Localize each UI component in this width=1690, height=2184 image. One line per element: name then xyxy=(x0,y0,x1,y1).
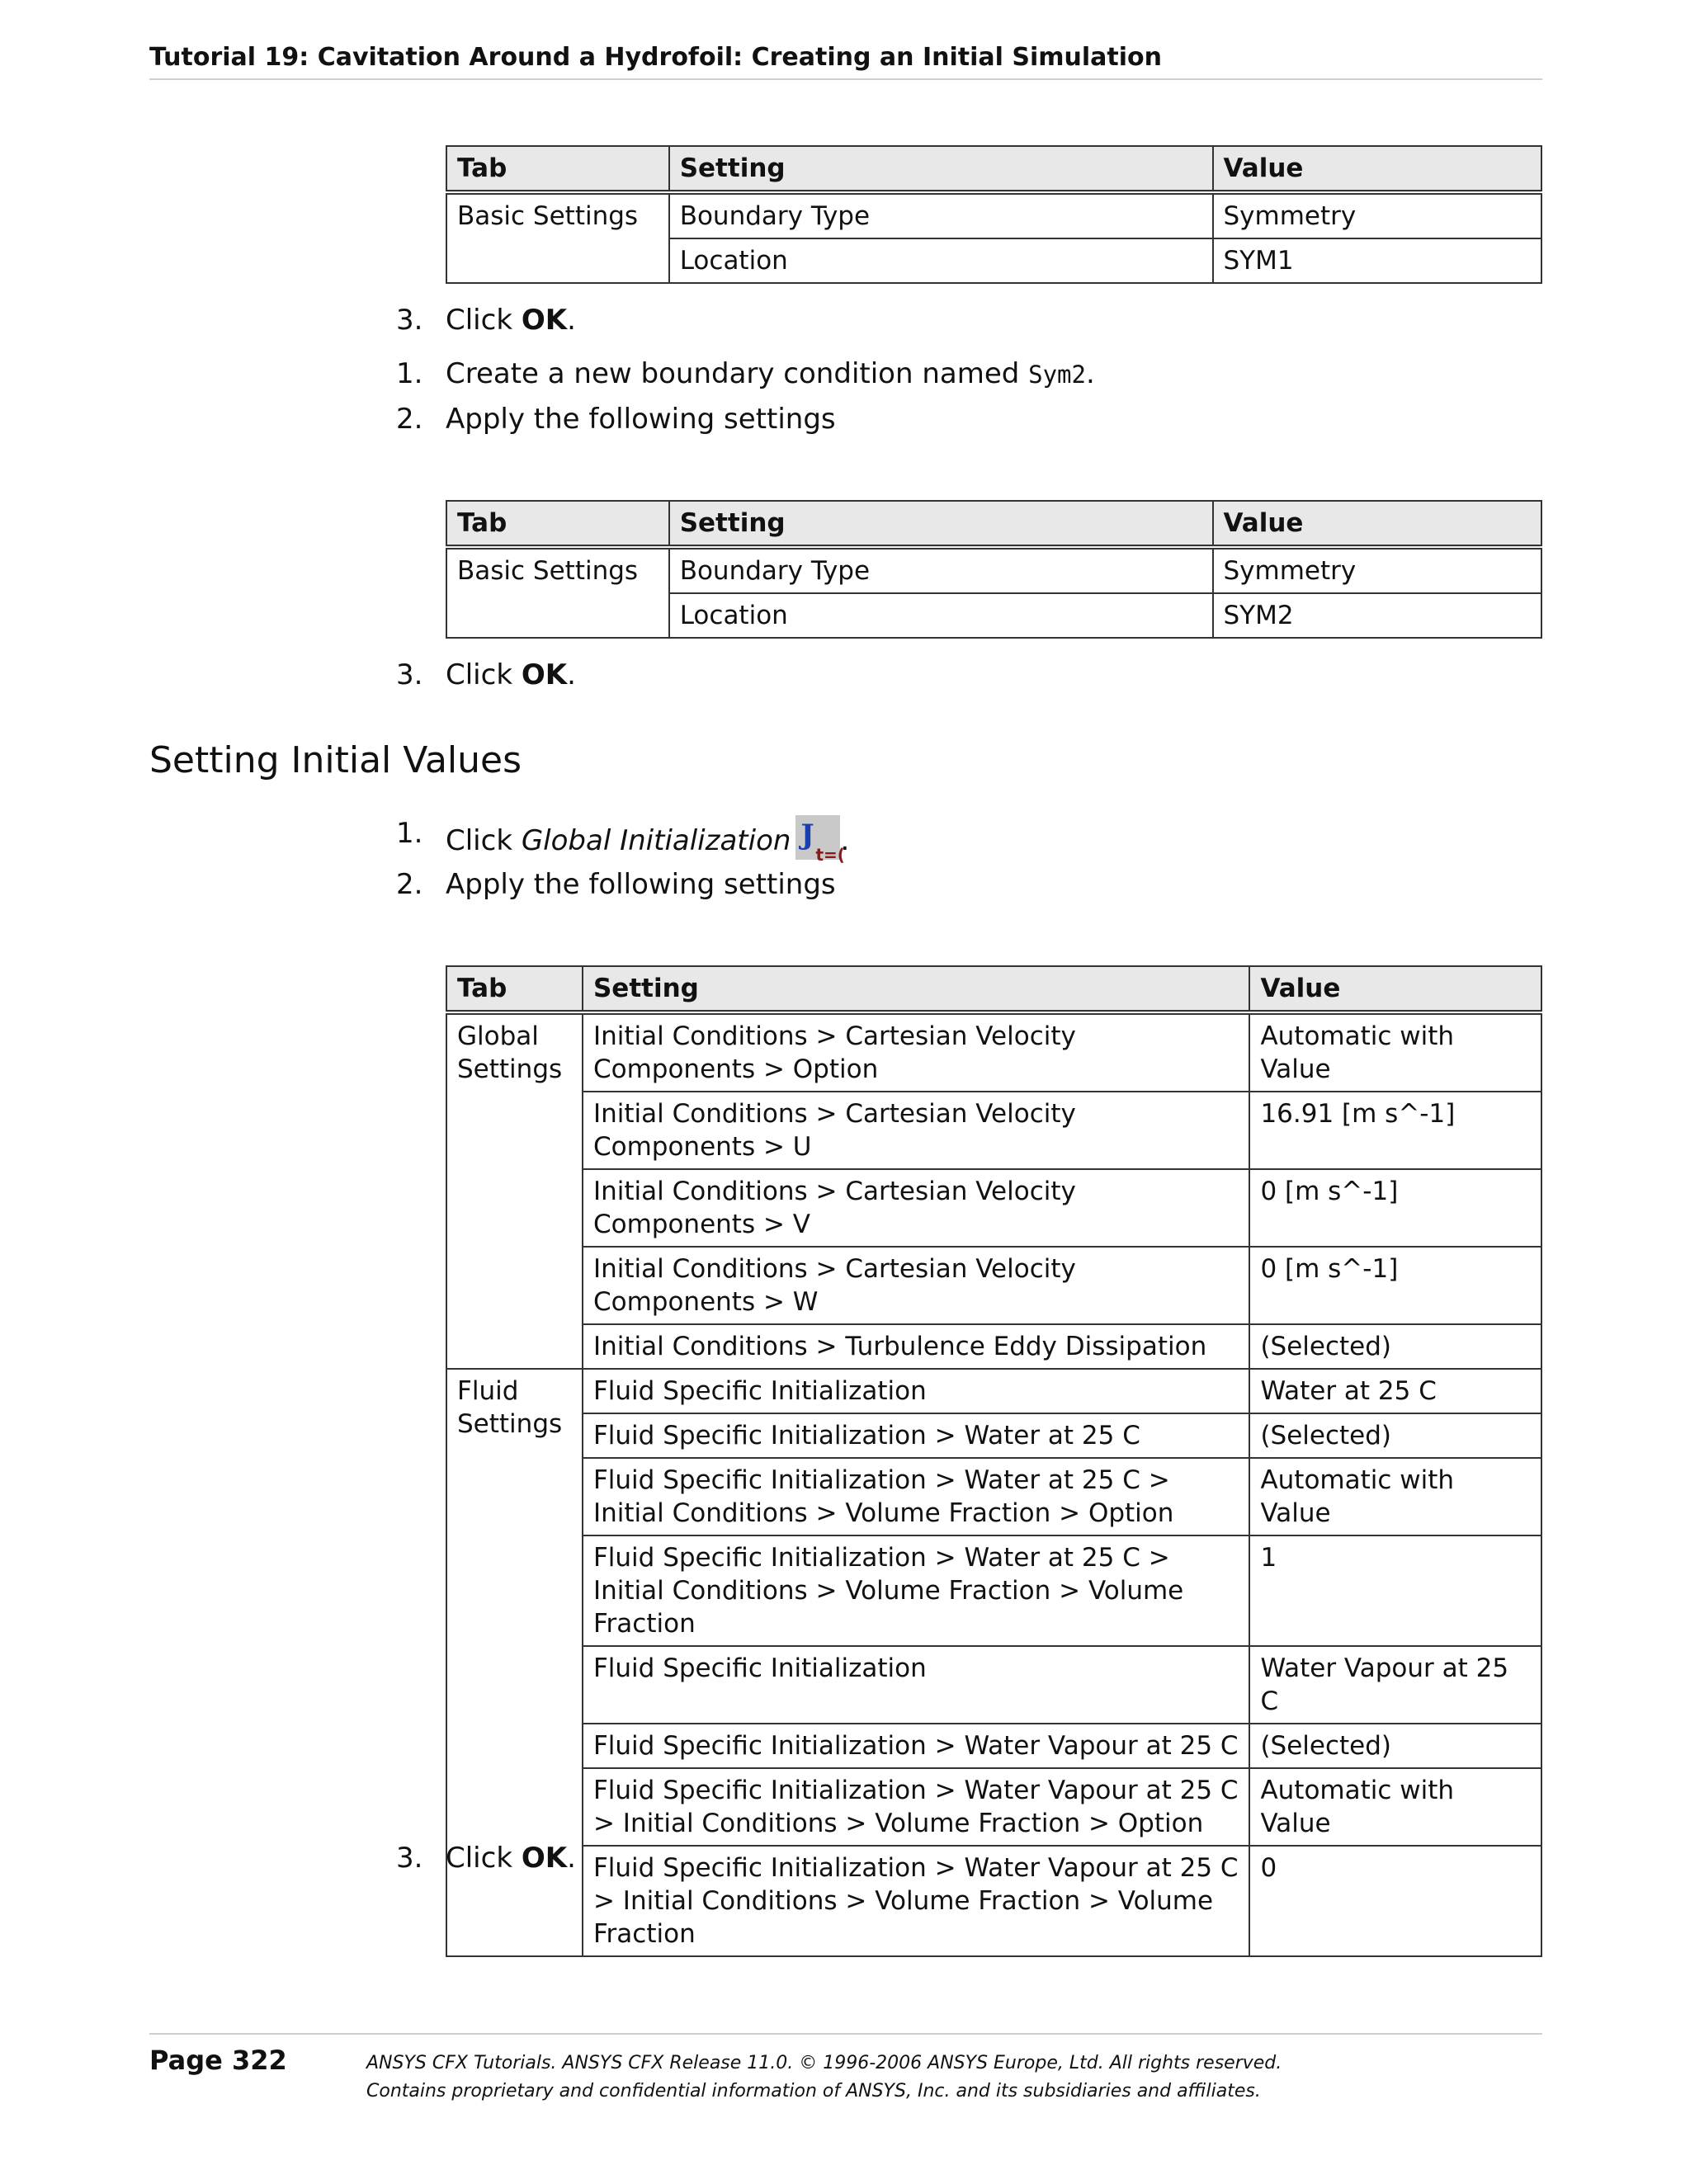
step-text xyxy=(446,815,850,865)
setting-cell: Location xyxy=(669,238,1213,283)
icon-glyph-main: J xyxy=(800,818,814,851)
step-number: 3. xyxy=(396,658,423,691)
table-header-row xyxy=(446,146,1541,192)
table-row xyxy=(446,1413,1541,1458)
table-row xyxy=(446,1369,1541,1413)
column-header-tab: Tab xyxy=(446,966,583,1012)
table-row xyxy=(446,192,1541,238)
global-initialization-label: Global Initialization xyxy=(521,824,791,857)
setting-cell: Boundary Type xyxy=(669,547,1213,593)
column-header-value: Value xyxy=(1213,501,1542,547)
initialization-settings-table xyxy=(446,965,1542,1957)
value-cell: Automatic with Value xyxy=(1249,1012,1541,1092)
step-number: 3. xyxy=(396,1842,423,1875)
tab-cell: Basic Settings xyxy=(446,192,669,283)
section-heading: Setting Initial Values xyxy=(149,739,522,781)
step-text xyxy=(446,356,1095,393)
setting-cell: Fluid Specific Initialization > Water Vapour at 25 C xyxy=(583,1724,1249,1768)
table-row xyxy=(446,1535,1541,1646)
step-text-prefix: Click xyxy=(446,1842,522,1875)
table-row xyxy=(446,1092,1541,1169)
ok-label: OK xyxy=(521,658,568,691)
table-row xyxy=(446,1324,1541,1369)
setting-cell: Fluid Specific Initialization > Water Vapour at 25 C > Initial Conditions > Volume Fraction > Volume Fraction xyxy=(583,1846,1249,1956)
table-row xyxy=(446,1458,1541,1535)
step-number: 1. xyxy=(396,357,423,390)
column-header-value: Value xyxy=(1213,146,1542,192)
tab-cell-global: Global Settings xyxy=(446,1012,583,1369)
value-cell: (Selected) xyxy=(1249,1413,1541,1458)
column-header-setting: Setting xyxy=(669,501,1213,547)
table-row xyxy=(446,547,1541,593)
value-cell: (Selected) xyxy=(1249,1724,1541,1768)
column-header-tab: Tab xyxy=(446,146,669,192)
table-row xyxy=(446,1012,1541,1092)
table-row xyxy=(446,1724,1541,1768)
step-text-prefix: Click xyxy=(446,304,522,337)
step-number: 1. xyxy=(396,817,423,850)
icon-glyph-sub: t=( xyxy=(815,845,845,865)
step-text-suffix: . xyxy=(1085,357,1095,390)
tab-cell: Basic Settings xyxy=(446,547,669,638)
table-header-row xyxy=(446,966,1541,1012)
boundary-name-code: Sym2 xyxy=(1028,361,1086,389)
value-cell: Water Vapour at 25 C xyxy=(1249,1646,1541,1724)
value-cell: 16.91 [m s^-1] xyxy=(1249,1092,1541,1169)
setting-cell: Initial Conditions > Cartesian Velocity Components > Option xyxy=(583,1012,1249,1092)
step-text-suffix: . xyxy=(567,1842,576,1875)
step-text: Apply the following settings xyxy=(446,403,836,436)
setting-cell: Initial Conditions > Turbulence Eddy Dissipation xyxy=(583,1324,1249,1369)
value-cell: Water at 25 C xyxy=(1249,1369,1541,1413)
value-cell: 0 [m s^-1] xyxy=(1249,1247,1541,1324)
ok-label: OK xyxy=(521,304,568,337)
setting-cell: Location xyxy=(669,593,1213,638)
step-text-suffix: . xyxy=(567,658,576,691)
setting-cell: Initial Conditions > Cartesian Velocity Components > V xyxy=(583,1169,1249,1247)
table-row xyxy=(446,1846,1541,1956)
table-row xyxy=(446,1169,1541,1247)
page-number: Page 322 xyxy=(149,2045,287,2076)
setting-cell: Fluid Specific Initialization xyxy=(583,1369,1249,1413)
value-cell: 0 [m s^-1] xyxy=(1249,1169,1541,1247)
value-cell: (Selected) xyxy=(1249,1324,1541,1369)
ok-label: OK xyxy=(521,1842,568,1875)
value-cell: SYM2 xyxy=(1213,593,1542,638)
step-number: 2. xyxy=(396,868,423,901)
step-text xyxy=(446,1840,576,1876)
step-text xyxy=(446,302,576,338)
value-cell: Automatic with Value xyxy=(1249,1768,1541,1846)
step-text-suffix: . xyxy=(567,304,576,337)
setting-cell: Initial Conditions > Cartesian Velocity Components > W xyxy=(583,1247,1249,1324)
step-text-suffix: . xyxy=(840,824,850,857)
value-cell: Symmetry xyxy=(1213,547,1542,593)
boundary-settings-table-sym2 xyxy=(446,500,1542,639)
table-row xyxy=(446,1646,1541,1724)
value-cell: 0 xyxy=(1249,1846,1541,1956)
copyright-line-2: Contains proprietary and confidential information of ANSYS, Inc. and its subsidiaries and affiliates. xyxy=(366,2081,1261,2101)
column-header-setting: Setting xyxy=(669,146,1213,192)
setting-cell: Fluid Specific Initialization > Water at 25 C > Initial Conditions > Volume Fraction > Volume Fraction xyxy=(583,1535,1249,1646)
table-row xyxy=(446,1247,1541,1324)
tab-cell-fluid: Fluid Settings xyxy=(446,1369,583,1956)
column-header-setting: Setting xyxy=(583,966,1249,1012)
value-cell: SYM1 xyxy=(1213,238,1542,283)
value-cell: 1 xyxy=(1249,1535,1541,1646)
column-header-value: Value xyxy=(1249,966,1541,1012)
setting-cell: Fluid Specific Initialization xyxy=(583,1646,1249,1724)
footer-divider xyxy=(149,2033,1542,2035)
running-header: Tutorial 19: Cavitation Around a Hydrofoil: Creating an Initial Simulation xyxy=(149,43,1542,80)
global-initialization-icon xyxy=(795,815,845,865)
table-row xyxy=(446,1768,1541,1846)
step-text-prefix: Click xyxy=(446,824,522,857)
value-cell: Symmetry xyxy=(1213,192,1542,238)
step-text-prefix: Click xyxy=(446,658,522,691)
step-number: 3. xyxy=(396,304,423,337)
copyright-line-1: ANSYS CFX Tutorials. ANSYS CFX Release 11.0. © 1996-2006 ANSYS Europe, Ltd. All rights reserved. xyxy=(366,2053,1282,2073)
boundary-settings-table-sym1 xyxy=(446,145,1542,284)
setting-cell: Fluid Specific Initialization > Water at 25 C > Initial Conditions > Volume Fraction > Option xyxy=(583,1458,1249,1535)
value-cell: Automatic with Value xyxy=(1249,1458,1541,1535)
setting-cell: Fluid Specific Initialization > Water at 25 C xyxy=(583,1413,1249,1458)
column-header-tab: Tab xyxy=(446,501,669,547)
step-number: 2. xyxy=(396,403,423,436)
table-header-row xyxy=(446,501,1541,547)
step-text: Apply the following settings xyxy=(446,868,836,901)
setting-cell: Fluid Specific Initialization > Water Vapour at 25 C > Initial Conditions > Volume Fraction > Option xyxy=(583,1768,1249,1846)
copyright-notice xyxy=(366,2050,1282,2106)
setting-cell: Boundary Type xyxy=(669,192,1213,238)
step-text xyxy=(446,657,576,693)
step-text-prefix: Create a new boundary condition named xyxy=(446,357,1029,390)
setting-cell: Initial Conditions > Cartesian Velocity Components > U xyxy=(583,1092,1249,1169)
